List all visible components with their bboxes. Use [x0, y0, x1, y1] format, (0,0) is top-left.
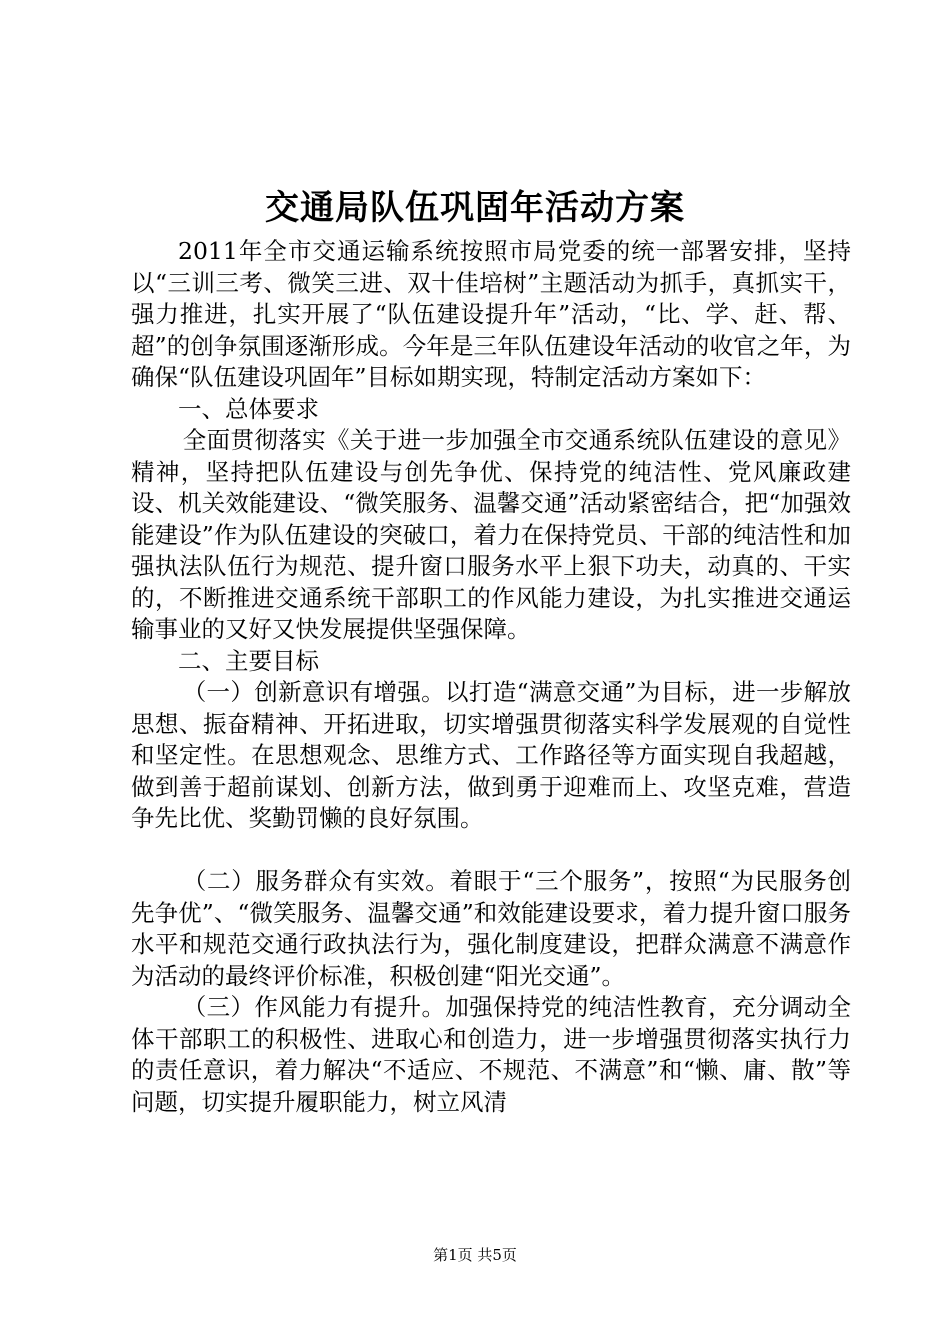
- intro-paragraph: 2011年全市交通运输系统按照市局党委的统一部署安排，坚持以“三训三考、微笑三进、双十佳培树”主题活动为抓手，真抓实干，强力推进，扎实开展了“队伍建设提升年”活动，“比、学、赶、帮、超”的创争氛围逐渐形成。今年是三年队伍建设年活动的收官之年，为确保“队伍建设巩固年”目标如期实现，特制定活动方案如下：: [131, 237, 851, 391]
- goal-2-paragraph: （二）服务群众有实效。着眼于“三个服务”，按照“为民服务创先争优”、“微笑服务、温馨交通”和效能建设要求，着力提升窗口服务水平和规范交通行政执法行为，强化制度建设，把群众满意不满意作为活动的最终评价标准，积极创建“阳光交通”。: [131, 867, 851, 990]
- page-number-footer: 第1页 共5页: [433, 1246, 517, 1264]
- general-requirements-paragraph: 全面贯彻落实《关于进一步加强全市交通系统队伍建设的意见》精神，坚持把队伍建设与创先争优、保持党的纯洁性、党风廉政建设、机关效能建设、“微笑服务、温馨交通”活动紧密结合，把“加强效能建设”作为队伍建设的突破口，着力在保持党员、干部的纯洁性和加强执法队伍行为规范、提升窗口服务水平上狠下功夫，动真的、干实的，不断推进交通系统干部职工的作风能力建设，为扎实推进交通运输事业的又好又快发展提供坚强保障。: [131, 426, 851, 643]
- goal-3-paragraph: （三）作风能力有提升。加强保持党的纯洁性教育，充分调动全体干部职工的积极性、进取心和创造力，进一步增强贯彻落实执行力的责任意识，着力解决“不适应、不规范、不满意”和“懒、庸、散”等问题，切实提升履职能力，树立风清: [131, 993, 851, 1116]
- document-body: [131, 236, 851, 1118]
- section-heading-general-requirements: 一、总体要求: [178, 394, 319, 423]
- goal-1-paragraph: （一）创新意识有增强。以打造“满意交通”为目标，进一步解放思想、振奋精神、开拓进取，切实增强贯彻落实科学发展观的自觉性和坚定性。在思想观念、思维方式、工作路径等方面实现自我超越，做到善于超前谋划、创新方法，做到勇于迎难而上、攻坚克难，营造争先比优、奖勤罚懒的良好氛围。: [131, 678, 851, 832]
- section-heading-main-goals: 二、主要目标: [178, 646, 319, 675]
- document-title: 交通局队伍巩固年活动方案: [265, 188, 685, 228]
